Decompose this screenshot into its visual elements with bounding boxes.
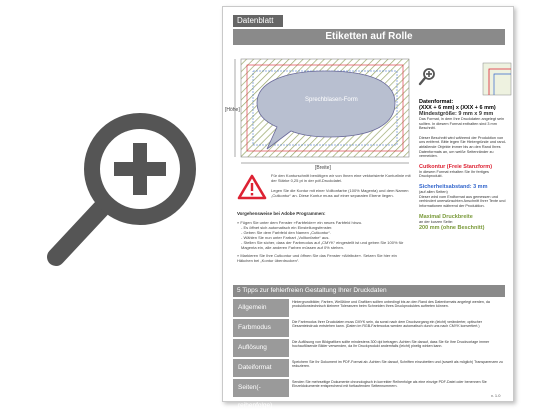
safety-text: Dieser wird vom Endformat aus gemessen und verhindert unerwünschten Anschnitt Ihrer Texte und Informationen während der Produktion. [419,194,506,208]
tip-row-allgemein [233,299,505,317]
format-value: (XXX + 6 mm) x (XXX + 6 mm) [419,105,496,111]
datasheet-page [222,6,514,409]
procedure-step: » Markieren Sie Ihre Cutkontur und öffnen Sie das Fenster »Attribute«. Setzen Sie hier ein Häkchen bei „Kontur überdrucken“. [237,253,397,263]
tip-label: Auflösung [233,339,289,357]
cut-title: Cutkontur (Freie Stanzform) [419,163,493,170]
procedure-heading: Vorgehensweise bei Adobe Programmen: [237,211,326,216]
tip-label: Farbmodus [233,319,289,337]
cut-text: In diesem Format erhalten Sie Ihr fertiges Druckprodukt. [419,169,489,179]
safety-sub: (auf allen Seiten) [419,189,448,194]
tip-text: Die Auflösung von Bildgrafiken sollte mindestens 300 dpi betragen. Achten Sie darauf, dass Sie für Ihre Druckvorlage immer hochauflösende Bilder verwenden, da Ihr Druckprodukt andernfalls (leicht) pixelig wirken kann. [292,340,490,349]
procedure-step: - Geben Sie dem Farbfeld den Namen „Cutkontur“. [241,230,332,235]
procedure-step: » Fügen Sie unter dem Fenster »Farbfelder« ein neues Farbfeld hinzu. [237,220,363,225]
warning-line2: Legen Sie die Kontur mit einer Volltonfarbe (100% Magenta) und dem Namen „Cutkontur“ an. Diese Kontur muss auf einer separaten Ebene liegen. [271,188,409,198]
datasheet-label: Datenblatt [233,15,283,27]
tip-text: Senden Sie mehrseitige Dokumente chronologisch in korrekter Reihenfolge als eine einzige PDF-Datei oder benennen Sie Einzeldokumente entsprechend mit fortlaufenden Seitennummern. [292,380,487,389]
datasheet-title: Etiketten auf Rolle [233,29,505,45]
label-template-diagram [233,51,415,171]
tip-row-dateiformat [233,359,505,377]
procedure-step: - Es öffnet sich automatisch ein Einstellungsfenster. [241,225,333,230]
width-dimension: [Breite] [315,165,331,171]
tip-text: Speichern Sie Ihr Dokument im PDF-Format ab. Achten Sie darauf, Schriften einzubetten und (soweit als möglich) Transparenzen zu reduzieren. [292,360,503,369]
zoom-icon-small[interactable] [418,67,436,87]
tip-row-aufloesung [233,339,505,357]
procedure-steps [237,220,409,263]
tip-row-farbmodus [233,319,505,337]
tip-row-seiten [233,379,505,409]
page-number: v. 1.0 [491,393,501,398]
safety-title: Sicherheitsabstand: 3 mm [419,183,488,190]
tip-text: Die Farbmodus Ihrer Druckdaten muss CMYK sein, da sonst nach dem Druckvorgang ein (leicht) veränderter, optischer Gesamteindruck entstehen kann. (Daten im RGB-Farbmodus werden automatisch durch uns nach CMYK konvertiert.) [292,320,482,329]
max-width-sub: an der kurzen Seite: [419,220,453,225]
warning-intro: Für den Konturschnitt benötigen wir von Ihnen eine vektorisierte Konturlinie mit der Stärke 0,25 pt in der pdf-Druckdatei. [271,173,411,183]
format-title: Datenformat: [419,99,454,105]
tip-label: Dateiformat [233,359,289,377]
max-width-value: 200 mm (ohne Beschnitt) [419,224,485,231]
tips-title: 5 Tipps zur fehlerfreien Gestaltung Ihrer Druckdaten [233,285,505,297]
height-dimension: [Höhe] [225,107,240,113]
zoom-in-icon[interactable] [40,105,205,275]
tip-label: Seiten(-reihenfolge) [233,379,289,397]
procedure-step: - Stellen Sie sicher, dass der Farbmodus auf „CMYK“ eingestellt ist und geben Sie 100% für Magenta ein, alle anderen Farben müssen auf 0% stehen. [241,240,404,250]
procedure-step: - Wählen Sie nun unter Farbart „Volltonfarbe“ aus. [241,235,330,240]
max-width-title: Maximal Druckbreite [419,214,473,221]
min-size-title: Mindestgröße: 9 mm x 9 mm [419,111,494,117]
specs-panel [419,99,507,231]
corner-detail-diagram [481,61,511,95]
bleed-text: Dieser Beschnitt wird während der Produktion von uns entfernt. Bitte legen Sie Hintergründe und randabfallende Objekte immer bis an den Rand Ihres Datenformats an, um weiße Seitenränder zu vermeiden. [419,135,506,159]
tip-text: Hintergrundbilder, Farben, Weißtöne und Grafiken sollten unbedingt bis an den Rand des Datenformats angelegt werden, da produktionstechnisch kleinere Toleranzen beim Schneiden Ihres Druckproduktes auftreten können. [292,300,490,309]
format-text: Das Format, in dem Ihre Druckdaten angelegt sein sollten. In diesem Format enthalten sind 3 mm Beschnitt. [419,117,505,131]
warning-icon [237,174,267,200]
tip-label: Allgemein [233,299,289,317]
bubble-label: Sprechblasen-Form [305,97,358,103]
